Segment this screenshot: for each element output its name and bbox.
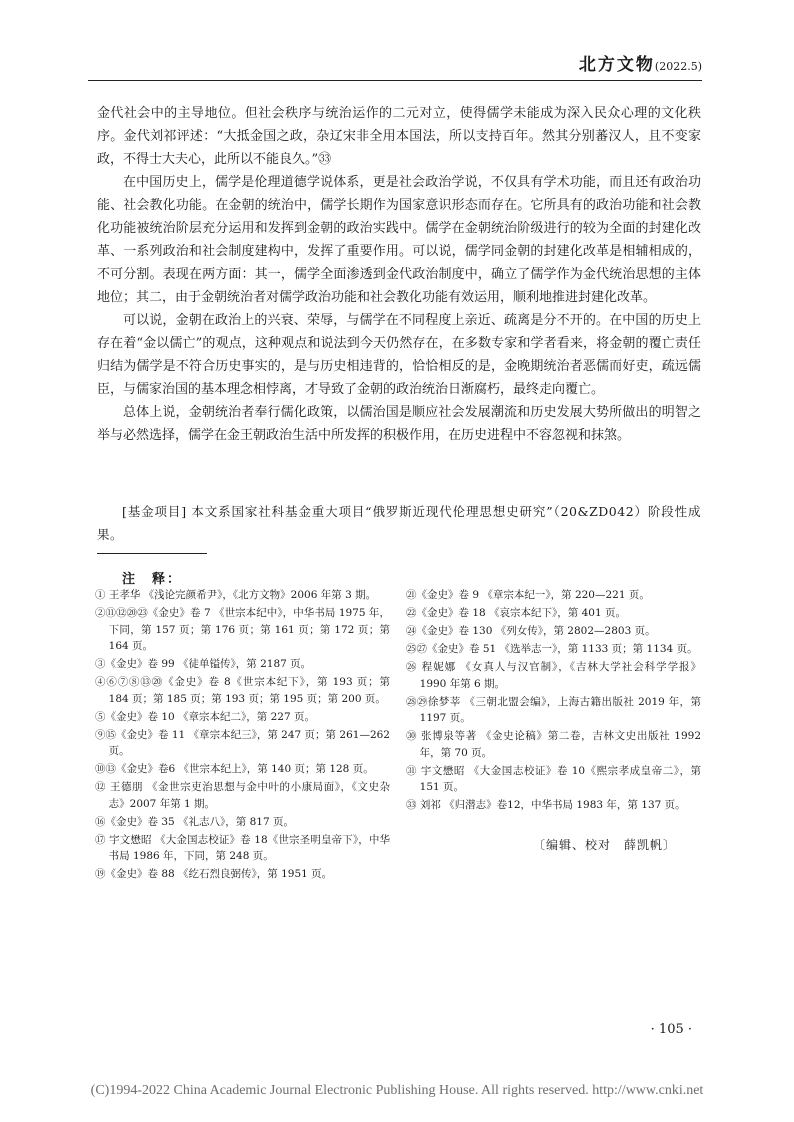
footnote: ③《金史》卷 99 《徒单镒传》，第 2187 页。	[95, 658, 312, 670]
paragraph: 可以说，金朝在政治上的兴衰、荣辱，与儒学在不同程度上亲近、疏离是分不开的。在中国的历史上存在着“金以儒亡”的观点，这种观点和说法到今天仍然存在，在多数专家和学者看来，将金朝的覆亡责任归结为儒学是不符合历史事实的，是与历史相违背的，恰恰相反的是，金晚期统治者恶儒而好吏，疏远儒臣，与儒家治国的基本理念相悖离，才导致了金朝的政治统治日渐腐朽，最终走向覆亡。	[97, 313, 701, 397]
footnote: ⑲《金史》卷 88 《纥石烈良弼传》，第 1951 页。	[95, 868, 333, 880]
paragraph: 在中国历史上，儒学是伦理道德学说体系，更是社会政治学说，不仅具有学术功能，而且还有政治功能、社会教化功能。在金朝的统治中，儒学长期作为国家意识形态而存在。它所具有的政治功能和社会教化功能被统治阶层充分运用和发挥到金朝的政治实践中。儒学在金朝统治阶级进行的较为全面的封建化改革、一系列政治和社会制度建构中，发挥了重要作用。可以说，儒学同金朝的封建化改革是相辅相成的，不可分割。表现在两方面：其一，儒学全面渗透到金代政治制度中，确立了儒学作为金代统治思想的主体地位；其二，由于金朝统治者对儒学政治功能和社会教化功能有效运用，顺利地推进封建化改革。	[97, 175, 701, 305]
page-number: · 105 ·	[650, 1022, 692, 1037]
editor-credit: 〔编辑、校对 薛凯帆〕	[532, 838, 676, 852]
footnote: ㉒《金史》卷 18 《哀宗本纪下》，第 401 页。	[406, 607, 627, 619]
footnote: ⑫ 王德朋 《金世宗吏治思想与金中叶的小康局面》，《文史杂志》2007 年第 1 期。	[95, 781, 390, 810]
footnote: ① 王孝华 《浅论完颜希尹》，《北方文物》2006 年第 3 期。	[95, 589, 377, 601]
fund-statement: [基金项目] 本文系国家社科基金重大项目“俄罗斯近现代伦理思想史研究”（20&ZD042）阶段性成果。	[97, 504, 701, 542]
paragraph: 金代社会中的主导地位。但社会秩序与统治运作的二元对立，使得儒学未能成为深入民众心理的文化秩序。金代刘祁评述：“大抵金国之政，杂辽宋非全用本国法，所以支持百年。然其分别蕃汉人，且不变家政，不得士大夫心，此所以不能良久。”㉝	[97, 106, 701, 167]
footnote: ⑨⑮《金史》卷 11 《章宗本纪三》，第 247 页；第 261—262 页。	[95, 728, 390, 757]
footnote: ㉛ 宇文懋昭 《大金国志校证》卷 10《熙宗孝成皇帝二》，第 151 页。	[406, 764, 701, 793]
journal-issue: (2022.5)	[654, 60, 702, 73]
footnote: ⑯《金史》卷 35 《礼志八》，第 817 页。	[95, 815, 295, 828]
footnote: ㉖ 程妮娜 《女真人与汉官制》，《吉林大学社会科学学报》1990 年第 6 期。	[406, 661, 701, 690]
footnote: ⑰ 宇文懋昭 《大金国志校证》卷 18《世宗圣明皇帝下》，中华书局 1986 年，下同，第 248 页。	[95, 833, 390, 862]
footnote: ⑤《金史》卷 10 《章宗本纪二》，第 227 页。	[95, 710, 316, 723]
journal-title	[579, 50, 702, 75]
article-body	[97, 102, 701, 447]
footnote: ㉑《金史》卷 9 《章宗本纪一》，第 220—221 页。	[406, 589, 650, 601]
copyright-footer: (C)1994-2022 China Academic Journal Electronic Publishing House. All rights reserved. http://www.cnki.net	[90, 1083, 704, 1098]
footnote: ㉔《金史》卷 130 《列女传》，第 2802—2803 页。	[406, 625, 656, 637]
footnote: ㉚ 张博泉等著 《金史论稿》第二卷，吉林文史出版社 1992 年，第 70 页。	[406, 730, 701, 759]
footnote: ④⑥⑦⑧⑬⑳《金史》卷 8《世宗本纪下》，第 193 页；第 184 页；第 185 页；第 193 页；第 195 页；第 200 页。	[95, 676, 390, 705]
notes-right-column	[406, 587, 701, 815]
notes-divider	[97, 553, 207, 554]
paragraph: 总体上说，金朝统治者奉行儒化政策，以儒治国是顺应社会发展潮流和历史发展大势所做出的明智之举与必然选择，儒学在金王朝政治生活中所发挥的积极作用，在历史进程中不容忽视和抹煞。	[97, 405, 701, 443]
footnote: ㉘㉙徐梦莘 《三朝北盟会编》，上海古籍出版社 2019 年，第 1197 页。	[406, 695, 701, 724]
notes-left-column	[95, 587, 390, 884]
journal-name: 北方文物	[578, 55, 655, 75]
page-header	[88, 48, 702, 81]
footnote: ②⑪⑫⑳㉓《金史》卷 7 《世宗本纪中》，中华书局 1975 年，下同，第 157 页；第 176 页；第 161 页；第 172 页；第 164 页。	[95, 607, 390, 652]
notes-title: 注 释：	[122, 572, 183, 587]
footnote: ㉝ 刘祁 《归潜志》卷12，中华书局 1983 年，第 137 页。	[406, 799, 686, 811]
footnote: ⑩⑬《金史》卷6 《世宗本纪上》，第 140 页；第 128 页。	[95, 763, 374, 775]
footnote: ㉕㉗《金史》卷 51 《选举志一》，第 1133 页；第 1134 页。	[406, 643, 698, 655]
